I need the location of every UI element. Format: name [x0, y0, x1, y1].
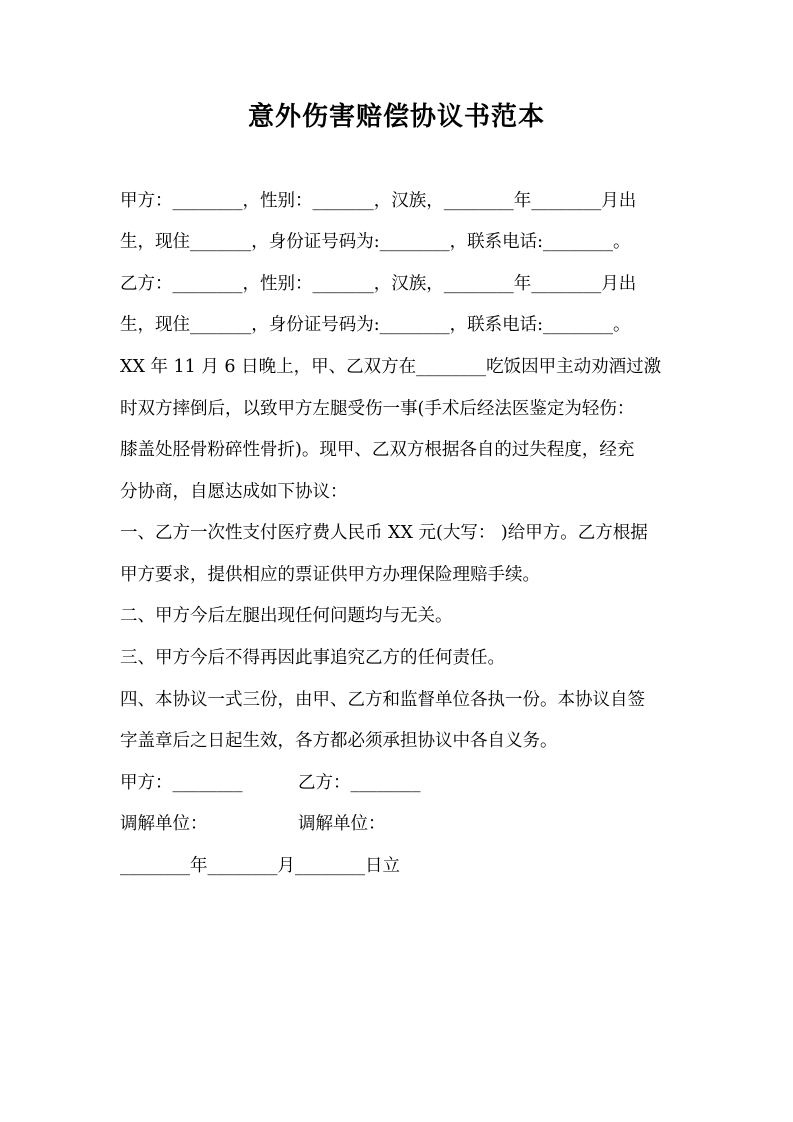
paragraph-line: 乙方：________，性别：_______，汉族，________年________月出 [120, 274, 637, 294]
paragraph-line: 一、乙方一次性支付医疗费人民币 XX 元(大写： )给甲方。乙方根据 [120, 523, 648, 543]
paragraph-line: XX 年 11 月 6 日晚上，甲、乙双方在________吃饭因甲主动劝酒过激 [120, 357, 662, 377]
paragraph-line: 生，现住_______，身份证号码为:________，联系电话:________。 [120, 232, 631, 252]
paragraph-line: 字盖章后之日起生效，各方都必须承担协议中各自义务。 [120, 731, 558, 751]
paragraph-line: 二、甲方今后左腿出现任何问题均与无关。 [120, 606, 453, 626]
document-title: 意外伤害赔偿协议书范本 [247, 102, 545, 132]
paragraph-line: 分协商，自愿达成如下协议： [120, 482, 348, 502]
party-b-signature: 乙方：________ [298, 773, 421, 793]
paragraph-line: 甲方：________，性别：_______，汉族，________年________月出 [120, 191, 637, 211]
paragraph-line: 甲方要求，提供相应的票证供甲方办理保险理赔手续。 [120, 565, 540, 585]
mediator-label-a: 调解单位： [120, 814, 208, 834]
paragraph-line: 膝盖处胫骨粉碎性骨折)。现甲、乙双方根据各自的过失程度，经充 [120, 440, 635, 460]
signing-date: ________年________月________日立 [120, 856, 400, 876]
party-a-signature: 甲方：________ [120, 773, 243, 793]
paragraph-line: 时双方摔倒后，以致甲方左腿受伤一事(手术后经法医鉴定为轻伤： [120, 399, 635, 419]
paragraph-line: 四、本协议一式三份，由甲、乙方和监督单位各执一份。本协议自签 [120, 690, 645, 710]
paragraph-line: 生，现住_______，身份证号码为:________，联系电话:________。 [120, 315, 631, 335]
mediator-label-b: 调解单位： [298, 814, 386, 834]
paragraph-line: 三、甲方今后不得再因此事追究乙方的任何责任。 [120, 648, 505, 668]
